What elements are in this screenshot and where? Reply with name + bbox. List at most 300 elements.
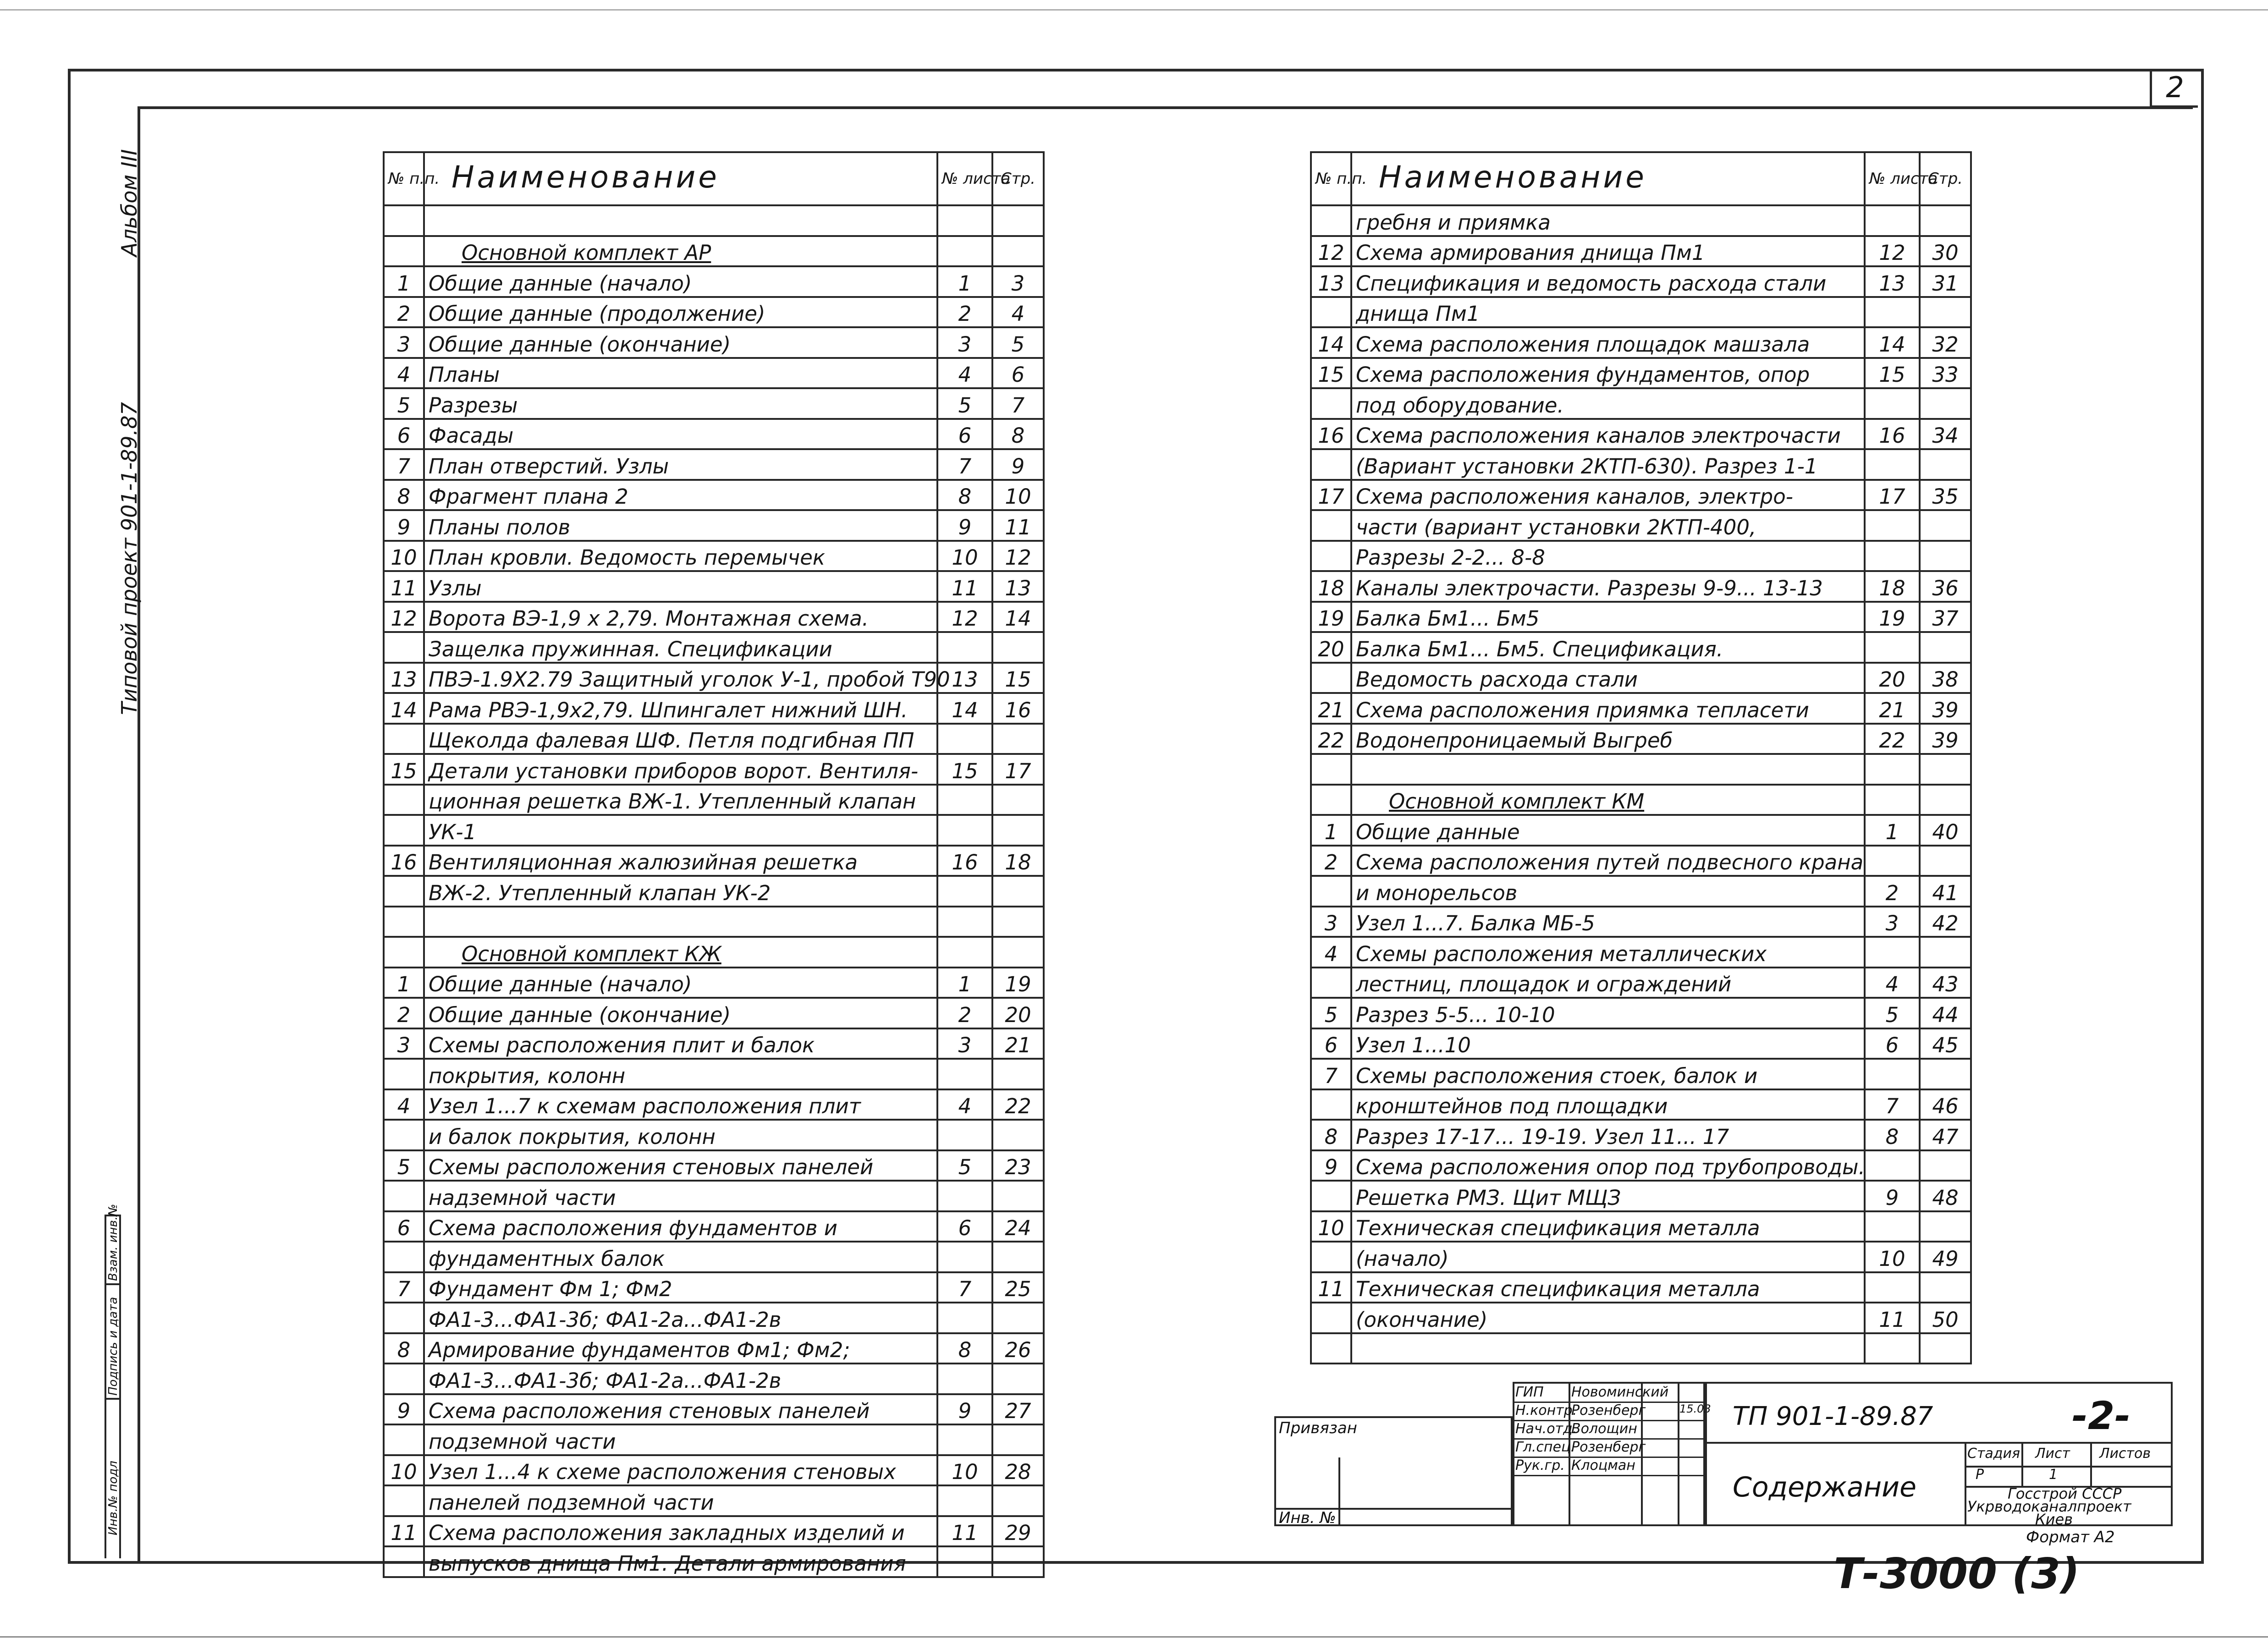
row-sheet: 4 [937, 1089, 992, 1120]
stage-value: Р [1976, 1467, 1984, 1483]
row-page: 34 [1920, 419, 1971, 450]
row-sheet: 11 [937, 571, 992, 602]
row-sheet: 12 [937, 602, 992, 632]
row-title: гребня и приямка [1351, 205, 1865, 236]
table-row [384, 1028, 1044, 1059]
row-title: Планы полов [424, 510, 937, 541]
row-number [1311, 510, 1351, 541]
row-sheet [1865, 510, 1920, 541]
row-number [384, 205, 424, 236]
row-page: 21 [992, 1028, 1044, 1059]
table-row [384, 693, 1044, 724]
row-page: 30 [1920, 236, 1971, 267]
row-number: 12 [384, 602, 424, 632]
table-row [384, 1364, 1044, 1394]
table-row [1311, 724, 1971, 754]
table-row [384, 876, 1044, 907]
stamp-role: Н.контр. [1515, 1402, 1577, 1419]
row-page: 4 [992, 297, 1044, 328]
row-sheet [937, 1059, 992, 1089]
row-title: Схемы расположения стоек, балок и [1351, 1059, 1865, 1089]
table-row [384, 480, 1044, 511]
row-page: 44 [1920, 998, 1971, 1028]
table-row [1311, 1028, 1971, 1059]
table-row [1311, 510, 1971, 541]
row-number: 7 [1311, 1059, 1351, 1089]
row-sheet [937, 236, 992, 267]
row-title: ФА1-3...ФА1-3б; ФА1-2а...ФА1-2в [424, 1303, 937, 1333]
row-page: 16 [992, 693, 1044, 724]
row-title: Общие данные (окончание) [424, 998, 937, 1028]
row-title: Общие данные (продолжение) [424, 297, 937, 328]
row-page: 22 [992, 1089, 1044, 1120]
row-number: 20 [1311, 632, 1351, 663]
row-title: Общие данные (начало) [424, 266, 937, 297]
row-sheet [937, 1181, 992, 1211]
row-number [384, 724, 424, 754]
row-page: 38 [1920, 663, 1971, 693]
row-sheet: 10 [1865, 1242, 1920, 1272]
row-number [384, 907, 424, 937]
table-row [384, 236, 1044, 267]
row-number: 11 [1311, 1272, 1351, 1303]
row-sheet [937, 1546, 992, 1577]
row-title: Армирование фундаментов Фм1; Фм2; [424, 1333, 937, 1364]
row-page [1920, 785, 1971, 815]
row-sheet [1865, 388, 1920, 419]
table-row [384, 388, 1044, 419]
row-sheet [1865, 1211, 1920, 1242]
row-sheet [937, 876, 992, 907]
row-title: (начало) [1351, 1242, 1865, 1272]
row-number [384, 236, 424, 267]
row-page: 46 [1920, 1089, 1971, 1120]
row-sheet: 8 [1865, 1120, 1920, 1150]
row-page [992, 1485, 1044, 1516]
row-sheet [937, 937, 992, 968]
row-sheet: 2 [1865, 876, 1920, 907]
row-sheet [937, 1120, 992, 1150]
row-title: надземной части [424, 1181, 937, 1211]
table-row [1311, 327, 1971, 358]
archive-mark: Т-3000 (3) [1833, 1549, 2080, 1598]
stamp-name: Розенберг [1571, 1439, 1646, 1455]
row-sheet: 17 [1865, 480, 1920, 511]
table-row [1311, 754, 1971, 785]
table-row [1311, 205, 1971, 236]
row-number [384, 937, 424, 968]
row-number: 4 [384, 358, 424, 389]
table-row [384, 541, 1044, 572]
table-row [1311, 815, 1971, 846]
row-title: Схемы расположения металлических [1351, 937, 1865, 968]
row-page: 40 [1920, 815, 1971, 846]
row-page [992, 1242, 1044, 1272]
row-number [384, 1120, 424, 1150]
stamp-name: Новоминский [1571, 1384, 1669, 1400]
row-number [1311, 205, 1351, 236]
row-page: 36 [1920, 571, 1971, 602]
row-page: 18 [992, 846, 1044, 876]
row-page: 29 [992, 1516, 1044, 1547]
row-title: Схема расположения фундаментов, опор [1351, 358, 1865, 389]
row-number: 15 [1311, 358, 1351, 389]
table-row [1311, 968, 1971, 998]
table-row [384, 449, 1044, 480]
row-title: План отверстий. Узлы [424, 449, 937, 480]
table-row [384, 1059, 1044, 1089]
row-title: ФА1-3...ФА1-3б; ФА1-2а...ФА1-2в [424, 1364, 937, 1394]
row-page: 7 [992, 388, 1044, 419]
row-number [1311, 1333, 1351, 1364]
header-name: Наименование [424, 152, 937, 205]
row-sheet [1865, 937, 1920, 968]
table-row [384, 205, 1044, 236]
row-sheet [1865, 632, 1920, 663]
sheet-label: Лист [2035, 1446, 2070, 1462]
row-number [384, 876, 424, 907]
row-number: 11 [384, 571, 424, 602]
row-number: 14 [384, 693, 424, 724]
row-title [1351, 1333, 1865, 1364]
row-sheet: 20 [1865, 663, 1920, 693]
row-number [1311, 876, 1351, 907]
row-page [1920, 846, 1971, 876]
replaces-inv-label: Взам. инв.№ [106, 1204, 120, 1281]
row-title: План кровли. Ведомость перемычек [424, 541, 937, 572]
table-row [384, 1242, 1044, 1272]
row-title: (Вариант установки 2КТП-630). Разрез 1-1 [1351, 449, 1865, 480]
row-page [1920, 1333, 1971, 1364]
row-number: 3 [384, 1028, 424, 1059]
stamp-name: Клоцман [1571, 1457, 1635, 1474]
row-page [1920, 754, 1971, 785]
row-sheet: 5 [1865, 998, 1920, 1028]
row-sheet [937, 1242, 992, 1272]
row-title: подземной части [424, 1424, 937, 1455]
table-row [384, 1516, 1044, 1547]
contents-table-left [383, 151, 1045, 1578]
row-page: 45 [1920, 1028, 1971, 1059]
table-row [384, 1150, 1044, 1181]
row-sheet: 3 [1865, 907, 1920, 937]
table-row [1311, 1333, 1971, 1364]
row-sheet: 18 [1865, 571, 1920, 602]
header-page: Стр. [992, 152, 1044, 205]
row-title: Разрез 5-5... 10-10 [1351, 998, 1865, 1028]
row-number [384, 1364, 424, 1394]
row-number: 16 [384, 846, 424, 876]
row-title: лестниц, площадок и ограждений [1351, 968, 1865, 998]
table-row [384, 1424, 1044, 1455]
row-title: Схема расположения фундаментов и [424, 1211, 937, 1242]
row-title: Разрез 17-17... 19-19. Узел 11... 17 [1351, 1120, 1865, 1150]
row-page: 10 [992, 480, 1044, 511]
row-title: Общие данные (начало) [424, 968, 937, 998]
table-row [1311, 541, 1971, 572]
row-title: Схема расположения путей подвесного крана [1351, 846, 1865, 876]
table-row [384, 1455, 1044, 1486]
row-title: Щеколда фалевая ШФ. Петля подгибная ПП [424, 724, 937, 754]
row-sheet: 9 [937, 510, 992, 541]
row-number [384, 1059, 424, 1089]
table-row [1311, 1059, 1971, 1089]
row-number [384, 1242, 424, 1272]
row-title: Основной комплект КЖ [424, 937, 937, 968]
row-sheet: 13 [937, 663, 992, 693]
row-page: 39 [1920, 693, 1971, 724]
format-label: Формат А2 [2026, 1528, 2115, 1546]
row-sheet [1865, 297, 1920, 328]
row-page [992, 785, 1044, 815]
row-title: Общие данные (окончание) [424, 327, 937, 358]
sheet-value: 1 [2049, 1467, 2058, 1483]
row-number: 4 [384, 1089, 424, 1120]
row-title: Балка Бм1... Бм5. Спецификация. [1351, 632, 1865, 663]
row-sheet [937, 1485, 992, 1516]
row-number: 6 [384, 1211, 424, 1242]
row-title: Детали установки приборов ворот. Вентиля- [424, 754, 937, 785]
row-page [1920, 937, 1971, 968]
row-page: 47 [1920, 1120, 1971, 1150]
row-page [1920, 632, 1971, 663]
row-number [384, 1485, 424, 1516]
row-page [1920, 205, 1971, 236]
row-sheet [1865, 449, 1920, 480]
row-number: 21 [1311, 693, 1351, 724]
table-row [1311, 449, 1971, 480]
row-sheet [937, 1303, 992, 1333]
row-title: Схемы расположения стеновых панелей [424, 1150, 937, 1181]
row-sheet: 4 [1865, 968, 1920, 998]
inventory-strip [68, 1204, 137, 1558]
org-line1: Госстрой СССР [2008, 1485, 2122, 1502]
row-number [384, 1424, 424, 1455]
row-number [384, 785, 424, 815]
row-page [1920, 541, 1971, 572]
row-number [384, 1303, 424, 1333]
row-page: 25 [992, 1272, 1044, 1303]
row-sheet: 2 [937, 998, 992, 1028]
row-page: 37 [1920, 602, 1971, 632]
row-title: Фасады [424, 419, 937, 450]
row-number [1311, 1181, 1351, 1211]
row-title: Ведомость расхода стали [1351, 663, 1865, 693]
row-page [992, 205, 1044, 236]
row-number: 6 [384, 419, 424, 450]
row-number: 9 [384, 1394, 424, 1425]
signature-date-label: Подпись и дата [106, 1297, 120, 1396]
row-sheet: 15 [1865, 358, 1920, 389]
row-page: 50 [1920, 1303, 1971, 1333]
row-title: Схема армирования днища Пм1 [1351, 236, 1865, 267]
row-title: Схема расположения опор под трубопроводы. [1351, 1150, 1865, 1181]
row-title: Ворота ВЭ-1,9 х 2,79. Монтажная схема. [424, 602, 937, 632]
table-row [384, 785, 1044, 815]
row-number: 18 [1311, 571, 1351, 602]
row-title: Спецификация и ведомость расхода стали [1351, 266, 1865, 297]
row-sheet: 9 [1865, 1181, 1920, 1211]
row-title: Каналы электрочасти. Разрезы 9-9... 13-13 [1351, 571, 1865, 602]
row-sheet [937, 907, 992, 937]
row-page: 48 [1920, 1181, 1971, 1211]
row-title: Основной комплект КМ [1351, 785, 1865, 815]
row-title: выпусков днища Пм1. Детали армирования [424, 1546, 937, 1577]
row-number [1311, 968, 1351, 998]
table-row [384, 358, 1044, 389]
row-number [1311, 754, 1351, 785]
header-sheet: № листа [937, 152, 992, 205]
row-number: 16 [1311, 419, 1351, 450]
table-row [384, 846, 1044, 876]
row-number [1311, 1303, 1351, 1333]
row-sheet: 1 [1865, 815, 1920, 846]
row-number: 10 [384, 1455, 424, 1486]
row-page: 27 [992, 1394, 1044, 1425]
row-title: Узел 1...7. Балка МБ-5 [1351, 907, 1865, 937]
table-row [384, 1333, 1044, 1364]
row-title: Техническая спецификация металла [1351, 1272, 1865, 1303]
row-title: Защелка пружинная. Спецификации [424, 632, 937, 663]
table-row [1311, 1120, 1971, 1150]
row-sheet [1865, 846, 1920, 876]
row-title: ПВЭ-1.9Х2.79 Защитный уголок У-1, пробой Т90 [424, 663, 937, 693]
row-page: 17 [992, 754, 1044, 785]
row-title: Разрезы [424, 388, 937, 419]
row-number [1311, 1242, 1351, 1272]
row-page: 35 [1920, 480, 1971, 511]
row-sheet [1865, 785, 1920, 815]
row-sheet: 7 [1865, 1089, 1920, 1120]
sheet-mark: -2- [2072, 1393, 2131, 1438]
row-page [992, 632, 1044, 663]
row-sheet: 15 [937, 754, 992, 785]
row-page: 42 [1920, 907, 1971, 937]
row-page: 19 [992, 968, 1044, 998]
table-row [1311, 663, 1971, 693]
table-row [1311, 937, 1971, 968]
row-page: 33 [1920, 358, 1971, 389]
row-number [384, 1181, 424, 1211]
row-number: 19 [1311, 602, 1351, 632]
table-row [1311, 1303, 1971, 1333]
row-page [1920, 1150, 1971, 1181]
row-page [1920, 1211, 1971, 1242]
table-row [1311, 1242, 1971, 1272]
table-header [1311, 152, 1971, 205]
header-sheet: № листа [1865, 152, 1920, 205]
row-number: 1 [384, 968, 424, 998]
row-title: Общие данные [1351, 815, 1865, 846]
row-page: 6 [992, 358, 1044, 389]
row-sheet: 2 [937, 297, 992, 328]
row-number: 5 [384, 388, 424, 419]
header-page: Стр. [1920, 152, 1971, 205]
table-row [384, 1181, 1044, 1211]
row-sheet: 3 [937, 1028, 992, 1059]
row-page: 31 [1920, 266, 1971, 297]
row-sheet [937, 785, 992, 815]
row-title: Разрезы 2-2... 8-8 [1351, 541, 1865, 572]
row-sheet [1865, 1150, 1920, 1181]
row-page [992, 815, 1044, 846]
table-row [384, 571, 1044, 602]
row-number: 12 [1311, 236, 1351, 267]
row-page: 13 [992, 571, 1044, 602]
row-sheet: 11 [937, 1516, 992, 1547]
table-row [384, 419, 1044, 450]
row-page [992, 937, 1044, 968]
table-row [384, 510, 1044, 541]
row-title [1351, 754, 1865, 785]
table-row [1311, 1089, 1971, 1120]
row-page: 8 [992, 419, 1044, 450]
row-number: 22 [1311, 724, 1351, 754]
row-page: 39 [1920, 724, 1971, 754]
row-number [384, 1546, 424, 1577]
album-label: Альбом III [117, 149, 142, 257]
table-row [384, 815, 1044, 846]
row-title: Вентиляционная жалюзийная решетка [424, 846, 937, 876]
row-page [992, 724, 1044, 754]
row-number [384, 632, 424, 663]
row-page: 9 [992, 449, 1044, 480]
row-page [992, 1424, 1044, 1455]
row-number: 3 [1311, 907, 1351, 937]
row-number: 14 [1311, 327, 1351, 358]
table-row [384, 632, 1044, 663]
header-num: № п.п. [1311, 152, 1351, 205]
table-row [1311, 876, 1971, 907]
row-title: кронштейнов под площадки [1351, 1089, 1865, 1120]
table-row [1311, 480, 1971, 511]
row-number [1311, 541, 1351, 572]
row-page [1920, 297, 1971, 328]
row-title: ционная решетка ВЖ-1. Утепленный клапан [424, 785, 937, 815]
row-title: днища Пм1 [1351, 297, 1865, 328]
table-row [384, 724, 1044, 754]
row-sheet: 16 [937, 846, 992, 876]
row-title: фундаментных балок [424, 1242, 937, 1272]
stamp-date: 15.03 [1679, 1402, 1711, 1415]
row-sheet: 6 [937, 1211, 992, 1242]
row-sheet: 12 [1865, 236, 1920, 267]
table-row [1311, 358, 1971, 389]
row-number: 9 [384, 510, 424, 541]
row-sheet [937, 724, 992, 754]
row-title: Схема расположения закладных изделий и [424, 1516, 937, 1547]
row-page [992, 1059, 1044, 1089]
row-number [1311, 1089, 1351, 1120]
row-page: 43 [1920, 968, 1971, 998]
row-title: части (вариант установки 2КТП-400, [1351, 510, 1865, 541]
row-title: Рама РВЭ-1,9х2,79. Шпингалет нижний ШН. [424, 693, 937, 724]
table-row [384, 1211, 1044, 1242]
table-row [1311, 571, 1971, 602]
sheet-number: 2 [2150, 69, 2198, 108]
stamp-name: Розенберг [1571, 1402, 1646, 1419]
stamp-name: Волощин [1571, 1421, 1637, 1437]
row-sheet: 10 [937, 541, 992, 572]
row-title: Схема расположения стеновых панелей [424, 1394, 937, 1425]
row-number: 13 [384, 663, 424, 693]
table-row [1311, 236, 1971, 267]
table-row [384, 663, 1044, 693]
table-row [1311, 1211, 1971, 1242]
row-title: Водонепроницаемый Выгреб [1351, 724, 1865, 754]
row-sheet [1865, 205, 1920, 236]
row-title: Решетка РМЗ. Щит МЩЗ [1351, 1181, 1865, 1211]
